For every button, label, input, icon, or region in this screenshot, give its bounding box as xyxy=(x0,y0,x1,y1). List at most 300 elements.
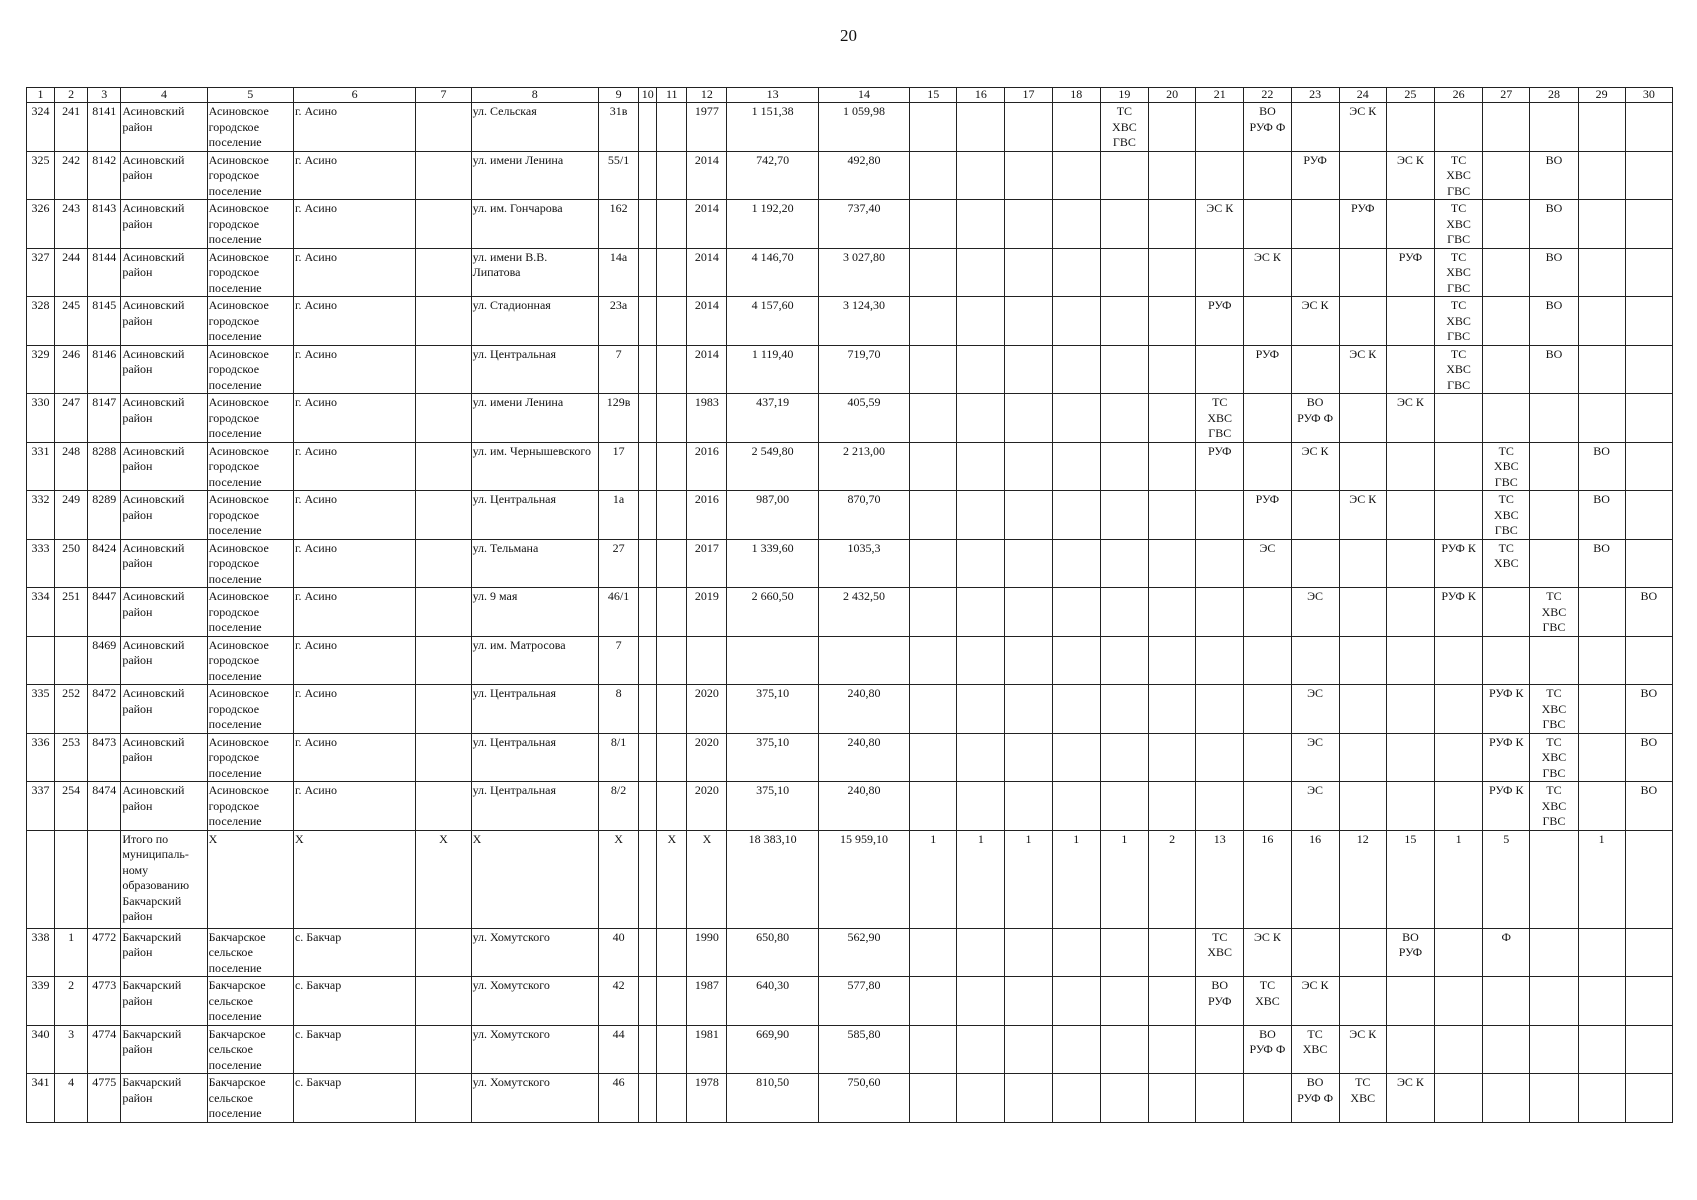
table-cell-col-19 xyxy=(1100,1025,1148,1074)
table-cell-col-13: 1 151,38 xyxy=(727,103,818,152)
table-row xyxy=(27,1025,1673,1074)
column-header-3: 3 xyxy=(88,88,121,103)
table-cell-col-2: 250 xyxy=(55,539,88,588)
table-cell-col-30: ВО xyxy=(1625,588,1672,637)
table-cell-col-5: Асиновское городское поселение xyxy=(207,394,293,443)
column-header-9: 9 xyxy=(599,88,639,103)
table-cell-col-6: г. Асино xyxy=(293,491,415,540)
table-cell-col-19 xyxy=(1100,733,1148,782)
table-cell-col-8: ул. имени Ленина xyxy=(471,394,598,443)
table-cell-col-1: 329 xyxy=(27,345,55,394)
table-cell-col-22: ЭС К xyxy=(1244,248,1291,297)
table-row xyxy=(27,394,1673,443)
table-cell-col-8: ул. Хомутского xyxy=(471,977,598,1026)
table-cell-col-10 xyxy=(639,685,657,734)
table-cell-col-21 xyxy=(1196,1025,1244,1074)
table-cell-col-7 xyxy=(416,103,471,152)
table-cell-col-5: Бакчарское сельское поселение xyxy=(207,977,293,1026)
table-cell-col-13: 1 192,20 xyxy=(727,200,818,249)
table-cell-col-29 xyxy=(1578,345,1625,394)
table-row xyxy=(27,248,1673,297)
table-cell-col-30: ВО xyxy=(1625,782,1672,831)
table-cell-col-14: 2 432,50 xyxy=(818,588,909,637)
table-cell-col-18 xyxy=(1052,928,1100,977)
table-cell-col-6: с. Бакчар xyxy=(293,1025,415,1074)
table-cell-col-22 xyxy=(1244,636,1291,685)
table-row xyxy=(27,103,1673,152)
table-cell-col-9: 14а xyxy=(599,248,639,297)
table-cell-col-3: 8473 xyxy=(88,733,121,782)
table-cell-col-27 xyxy=(1483,345,1530,394)
table-cell-col-24: ТС ХВС xyxy=(1339,1074,1386,1123)
table-cell-col-30: ВО xyxy=(1625,733,1672,782)
table-cell-col-21 xyxy=(1196,733,1244,782)
table-cell-col-12: Х xyxy=(687,830,727,928)
table-cell-col-26: ТС ХВС ГВС xyxy=(1435,345,1483,394)
table-cell-col-17 xyxy=(1005,636,1052,685)
table-cell-col-20 xyxy=(1148,733,1195,782)
table-cell-col-5: Асиновское городское поселение xyxy=(207,491,293,540)
table-cell-col-2: 2 xyxy=(55,977,88,1026)
column-header-13: 13 xyxy=(727,88,818,103)
table-cell-col-15 xyxy=(910,685,957,734)
table-cell-col-21: ТС ХВС xyxy=(1196,928,1244,977)
table-cell-col-13: 640,30 xyxy=(727,977,818,1026)
table-cell-col-7 xyxy=(416,491,471,540)
table-cell-col-6: Х xyxy=(293,830,415,928)
table-cell-col-29 xyxy=(1578,200,1625,249)
table-cell-col-16 xyxy=(957,588,1005,637)
table-cell-col-2: 249 xyxy=(55,491,88,540)
table-cell-col-18: 1 xyxy=(1052,830,1100,928)
table-cell-col-18 xyxy=(1052,345,1100,394)
table-row xyxy=(27,733,1673,782)
table-cell-col-13: 375,10 xyxy=(727,733,818,782)
table-cell-col-9: Х xyxy=(599,830,639,928)
table-cell-col-7 xyxy=(416,928,471,977)
table-cell-col-21 xyxy=(1196,345,1244,394)
table-cell-col-11 xyxy=(657,248,687,297)
table-cell-col-12: 2020 xyxy=(687,782,727,831)
table-cell-col-26 xyxy=(1435,103,1483,152)
table-cell-col-27 xyxy=(1483,200,1530,249)
table-cell-col-2: 247 xyxy=(55,394,88,443)
table-cell-col-19 xyxy=(1100,1074,1148,1123)
table-cell-col-4: Асиновский район xyxy=(121,297,207,346)
table-cell-col-6: с. Бакчар xyxy=(293,977,415,1026)
table-cell-col-9: 23а xyxy=(599,297,639,346)
table-cell-col-12: 2014 xyxy=(687,151,727,200)
table-cell-col-27 xyxy=(1483,151,1530,200)
table-cell-col-12: 1983 xyxy=(687,394,727,443)
table-cell-col-2: 248 xyxy=(55,442,88,491)
table-cell-col-17 xyxy=(1005,248,1052,297)
table-cell-col-15 xyxy=(910,782,957,831)
table-cell-col-28 xyxy=(1530,103,1578,152)
table-cell-col-9: 31в xyxy=(599,103,639,152)
table-cell-col-5: Асиновское городское поселение xyxy=(207,685,293,734)
table-cell-col-16 xyxy=(957,200,1005,249)
table-cell-col-30 xyxy=(1625,830,1672,928)
column-header-5: 5 xyxy=(207,88,293,103)
table-cell-col-30 xyxy=(1625,977,1672,1026)
table-cell-col-11 xyxy=(657,1074,687,1123)
table-cell-col-13: 2 549,80 xyxy=(727,442,818,491)
table-cell-col-19 xyxy=(1100,394,1148,443)
column-header-16: 16 xyxy=(957,88,1005,103)
table-cell-col-19 xyxy=(1100,151,1148,200)
table-cell-col-21: ЭС К xyxy=(1196,200,1244,249)
table-cell-col-17 xyxy=(1005,588,1052,637)
table-cell-col-18 xyxy=(1052,248,1100,297)
table-cell-col-8: Х xyxy=(471,830,598,928)
table-cell-col-3: 4773 xyxy=(88,977,121,1026)
table-cell-col-9: 8/2 xyxy=(599,782,639,831)
table-cell-col-1: 325 xyxy=(27,151,55,200)
table-cell-col-4: Асиновский район xyxy=(121,248,207,297)
table-cell-col-22 xyxy=(1244,685,1291,734)
table-cell-col-4: Асиновский район xyxy=(121,200,207,249)
table-cell-col-28 xyxy=(1530,539,1578,588)
table-cell-col-10 xyxy=(639,928,657,977)
table-cell-col-27 xyxy=(1483,248,1530,297)
table-cell-col-11 xyxy=(657,782,687,831)
table-cell-col-8: ул. Стадионная xyxy=(471,297,598,346)
table-cell-col-4: Асиновский район xyxy=(121,733,207,782)
table-cell-col-15 xyxy=(910,442,957,491)
table-cell-col-12: 2016 xyxy=(687,491,727,540)
table-cell-col-12: 1978 xyxy=(687,1074,727,1123)
table-cell-col-22: ЭС xyxy=(1244,539,1291,588)
table-cell-col-26: ТС ХВС ГВС xyxy=(1435,297,1483,346)
table-cell-col-23 xyxy=(1291,200,1339,249)
table-cell-col-4: Бакчарский район xyxy=(121,1025,207,1074)
table-cell-col-14: 1035,3 xyxy=(818,539,909,588)
table-cell-col-24 xyxy=(1339,928,1386,977)
table-cell-col-15 xyxy=(910,103,957,152)
table-cell-col-17 xyxy=(1005,394,1052,443)
table-cell-col-22 xyxy=(1244,733,1291,782)
table-cell-col-27: ТС ХВС ГВС xyxy=(1483,442,1530,491)
table-cell-col-26: ТС ХВС ГВС xyxy=(1435,151,1483,200)
table-row xyxy=(27,539,1673,588)
table-cell-col-25: ЭС К xyxy=(1386,394,1434,443)
table-cell-col-5: Бакчарское сельское поселение xyxy=(207,1074,293,1123)
table-cell-col-6: г. Асино xyxy=(293,394,415,443)
table-cell-col-22 xyxy=(1244,394,1291,443)
table-cell-col-13: 375,10 xyxy=(727,782,818,831)
table-cell-col-26: РУФ К xyxy=(1435,539,1483,588)
table-cell-col-29: 1 xyxy=(1578,830,1625,928)
table-cell-col-10 xyxy=(639,539,657,588)
table-cell-col-1: 340 xyxy=(27,1025,55,1074)
table-cell-col-23: РУФ xyxy=(1291,151,1339,200)
table-cell-col-19 xyxy=(1100,588,1148,637)
table-cell-col-27: РУФ К xyxy=(1483,782,1530,831)
page-number: 20 xyxy=(840,26,857,45)
table-cell-col-23 xyxy=(1291,928,1339,977)
table-cell-col-18 xyxy=(1052,977,1100,1026)
table-cell-col-20 xyxy=(1148,345,1195,394)
column-header-28: 28 xyxy=(1530,88,1578,103)
column-header-29: 29 xyxy=(1578,88,1625,103)
table-cell-col-3: 8144 xyxy=(88,248,121,297)
table-cell-col-29: ВО xyxy=(1578,442,1625,491)
table-cell-col-29 xyxy=(1578,151,1625,200)
table-cell-col-25: ВО РУФ xyxy=(1386,928,1434,977)
table-cell-col-12: 2020 xyxy=(687,733,727,782)
table-cell-col-18 xyxy=(1052,442,1100,491)
table-cell-col-14: 750,60 xyxy=(818,1074,909,1123)
table-cell-col-8: ул. Центральная xyxy=(471,345,598,394)
table-cell-col-5: Асиновское городское поселение xyxy=(207,200,293,249)
table-cell-col-10 xyxy=(639,103,657,152)
table-cell-col-7 xyxy=(416,685,471,734)
table-cell-col-7 xyxy=(416,636,471,685)
table-cell-col-18 xyxy=(1052,103,1100,152)
table-cell-col-6: г. Асино xyxy=(293,539,415,588)
table-cell-col-9: 8 xyxy=(599,685,639,734)
table-cell-col-18 xyxy=(1052,200,1100,249)
table-cell-col-21 xyxy=(1196,491,1244,540)
table-cell-col-13 xyxy=(727,636,818,685)
table-row xyxy=(27,782,1673,831)
table-cell-col-19 xyxy=(1100,297,1148,346)
table-cell-col-13: 810,50 xyxy=(727,1074,818,1123)
table-row xyxy=(27,151,1673,200)
table-cell-col-16 xyxy=(957,491,1005,540)
table-cell-col-24 xyxy=(1339,151,1386,200)
column-header-7: 7 xyxy=(416,88,471,103)
table-cell-col-6: с. Бакчар xyxy=(293,928,415,977)
table-cell-col-2: 252 xyxy=(55,685,88,734)
column-header-6: 6 xyxy=(293,88,415,103)
table-cell-col-23: ВО РУФ Ф xyxy=(1291,394,1339,443)
table-cell-col-14: 585,80 xyxy=(818,1025,909,1074)
table-cell-col-16 xyxy=(957,636,1005,685)
table-cell-col-30 xyxy=(1625,636,1672,685)
table-cell-col-4: Бакчарский район xyxy=(121,928,207,977)
table-cell-col-22: 16 xyxy=(1244,830,1291,928)
table-cell-col-2: 254 xyxy=(55,782,88,831)
table-cell-col-30 xyxy=(1625,151,1672,200)
table-cell-col-4: Бакчарский район xyxy=(121,1074,207,1123)
table-cell-col-14: 3 027,80 xyxy=(818,248,909,297)
table-cell-col-2: 1 xyxy=(55,928,88,977)
table-cell-col-25 xyxy=(1386,685,1434,734)
table-cell-col-25 xyxy=(1386,539,1434,588)
table-cell-col-11 xyxy=(657,491,687,540)
table-cell-col-16 xyxy=(957,297,1005,346)
column-header-2: 2 xyxy=(55,88,88,103)
table-cell-col-12: 1987 xyxy=(687,977,727,1026)
table-cell-col-2: 242 xyxy=(55,151,88,200)
header-row xyxy=(27,88,1673,103)
table-cell-col-17 xyxy=(1005,103,1052,152)
table-cell-col-24: РУФ xyxy=(1339,200,1386,249)
table-cell-col-19 xyxy=(1100,539,1148,588)
table-cell-col-4: Асиновский район xyxy=(121,539,207,588)
table-cell-col-10 xyxy=(639,297,657,346)
table-cell-col-11 xyxy=(657,539,687,588)
table-cell-col-27: Ф xyxy=(1483,928,1530,977)
table-cell-col-18 xyxy=(1052,1074,1100,1123)
table-cell-col-17: 1 xyxy=(1005,830,1052,928)
table-cell-col-16 xyxy=(957,733,1005,782)
table-cell-col-26 xyxy=(1435,685,1483,734)
table-cell-col-14: 1 059,98 xyxy=(818,103,909,152)
table-cell-col-9: 17 xyxy=(599,442,639,491)
table-cell-col-4: Асиновский район xyxy=(121,782,207,831)
table-cell-col-30 xyxy=(1625,928,1672,977)
table-cell-col-13: 650,80 xyxy=(727,928,818,977)
table-cell-col-5: Асиновское городское поселение xyxy=(207,442,293,491)
table-cell-col-2: 245 xyxy=(55,297,88,346)
table-cell-col-17 xyxy=(1005,782,1052,831)
table-cell-col-27: РУФ К xyxy=(1483,733,1530,782)
table-cell-col-26 xyxy=(1435,977,1483,1026)
table-cell-col-5: Асиновское городское поселение xyxy=(207,733,293,782)
table-cell-col-8: ул. 9 мая xyxy=(471,588,598,637)
table-cell-col-14: 719,70 xyxy=(818,345,909,394)
table-cell-col-4: Итого по муниципаль-ному образованию Бакчарский район xyxy=(121,830,207,928)
table-cell-col-23: 16 xyxy=(1291,830,1339,928)
table-cell-col-14: 3 124,30 xyxy=(818,297,909,346)
column-header-14: 14 xyxy=(818,88,909,103)
table-cell-col-19 xyxy=(1100,636,1148,685)
table-cell-col-27 xyxy=(1483,297,1530,346)
table-cell-col-28 xyxy=(1530,1025,1578,1074)
table-cell-col-19 xyxy=(1100,345,1148,394)
table-cell-col-24 xyxy=(1339,394,1386,443)
table-cell-col-24 xyxy=(1339,685,1386,734)
table-cell-col-11 xyxy=(657,636,687,685)
table-cell-col-6: г. Асино xyxy=(293,103,415,152)
table-cell-col-21: 13 xyxy=(1196,830,1244,928)
table-row xyxy=(27,928,1673,977)
table-cell-col-17 xyxy=(1005,685,1052,734)
table-cell-col-2: 241 xyxy=(55,103,88,152)
table-cell-col-3: 8474 xyxy=(88,782,121,831)
table-cell-col-25 xyxy=(1386,636,1434,685)
table-cell-col-22 xyxy=(1244,200,1291,249)
table-cell-col-30 xyxy=(1625,1074,1672,1123)
table-cell-col-11 xyxy=(657,442,687,491)
table-cell-col-16 xyxy=(957,103,1005,152)
table-cell-col-29 xyxy=(1578,588,1625,637)
table-cell-col-16 xyxy=(957,394,1005,443)
table-cell-col-18 xyxy=(1052,733,1100,782)
table-cell-col-17 xyxy=(1005,151,1052,200)
table-cell-col-21: ВО РУФ xyxy=(1196,977,1244,1026)
table-cell-col-4: Асиновский район xyxy=(121,345,207,394)
table-cell-col-28: ТС ХВС ГВС xyxy=(1530,733,1578,782)
table-cell-col-28: ВО xyxy=(1530,345,1578,394)
table-body xyxy=(27,103,1673,1123)
column-header-21: 21 xyxy=(1196,88,1244,103)
table-cell-col-4: Асиновский район xyxy=(121,588,207,637)
table-cell-col-24: ЭС К xyxy=(1339,103,1386,152)
table-cell-col-26: ТС ХВС ГВС xyxy=(1435,248,1483,297)
table-cell-col-18 xyxy=(1052,394,1100,443)
table-cell-col-28: ТС ХВС ГВС xyxy=(1530,685,1578,734)
table-cell-col-10 xyxy=(639,1074,657,1123)
table-cell-col-19 xyxy=(1100,491,1148,540)
table-cell-col-3: 8146 xyxy=(88,345,121,394)
table-cell-col-30 xyxy=(1625,103,1672,152)
table-cell-col-10 xyxy=(639,491,657,540)
table-cell-col-4: Асиновский район xyxy=(121,103,207,152)
table-cell-col-16 xyxy=(957,151,1005,200)
table-cell-col-23: ВО РУФ Ф xyxy=(1291,1074,1339,1123)
column-header-18: 18 xyxy=(1052,88,1100,103)
table-cell-col-9: 8/1 xyxy=(599,733,639,782)
table-cell-col-20 xyxy=(1148,782,1195,831)
table-cell-col-17 xyxy=(1005,200,1052,249)
table-row xyxy=(27,297,1673,346)
table-cell-col-28 xyxy=(1530,830,1578,928)
table-cell-col-6: г. Асино xyxy=(293,297,415,346)
column-header-10: 10 xyxy=(639,88,657,103)
table-cell-col-15 xyxy=(910,394,957,443)
table-cell-col-17 xyxy=(1005,733,1052,782)
table-cell-col-18 xyxy=(1052,151,1100,200)
table-cell-col-9: 27 xyxy=(599,539,639,588)
table-cell-col-6: г. Асино xyxy=(293,345,415,394)
table-cell-col-20 xyxy=(1148,636,1195,685)
table-cell-col-13: 669,90 xyxy=(727,1025,818,1074)
table-cell-col-8: ул. Хомутского xyxy=(471,928,598,977)
table-cell-col-20 xyxy=(1148,1074,1195,1123)
table-cell-col-12: 1981 xyxy=(687,1025,727,1074)
table-cell-col-8: ул. Сельская xyxy=(471,103,598,152)
table-cell-col-30 xyxy=(1625,345,1672,394)
table-cell-col-5: Асиновское городское поселение xyxy=(207,297,293,346)
table-cell-col-1: 330 xyxy=(27,394,55,443)
table-cell-col-26: ТС ХВС ГВС xyxy=(1435,200,1483,249)
table-cell-col-3: 8145 xyxy=(88,297,121,346)
table-cell-col-7 xyxy=(416,200,471,249)
table-cell-col-28 xyxy=(1530,636,1578,685)
table-cell-col-21: ТС ХВС ГВС xyxy=(1196,394,1244,443)
column-header-17: 17 xyxy=(1005,88,1052,103)
table-cell-col-10 xyxy=(639,830,657,928)
table-cell-col-2: 251 xyxy=(55,588,88,637)
table-cell-col-20 xyxy=(1148,297,1195,346)
table-cell-col-5: Бакчарское сельское поселение xyxy=(207,928,293,977)
table-cell-col-12: 2014 xyxy=(687,345,727,394)
table-cell-col-19 xyxy=(1100,200,1148,249)
table-cell-col-30: ВО xyxy=(1625,685,1672,734)
table-cell-col-23: ЭС xyxy=(1291,782,1339,831)
table-row xyxy=(27,636,1673,685)
table-cell-col-6: г. Асино xyxy=(293,151,415,200)
table-cell-col-19: ТС ХВС ГВС xyxy=(1100,103,1148,152)
table-cell-col-26 xyxy=(1435,442,1483,491)
table-cell-col-29 xyxy=(1578,782,1625,831)
table-cell-col-11: Х xyxy=(657,830,687,928)
table-cell-col-15 xyxy=(910,1025,957,1074)
table-cell-col-6: г. Асино xyxy=(293,442,415,491)
table-cell-col-13: 437,19 xyxy=(727,394,818,443)
table-cell-col-22: ТС ХВС xyxy=(1244,977,1291,1026)
table-cell-col-1: 332 xyxy=(27,491,55,540)
table-cell-col-14: 562,90 xyxy=(818,928,909,977)
table-cell-col-3: 8141 xyxy=(88,103,121,152)
table-cell-col-9: 46 xyxy=(599,1074,639,1123)
table-cell-col-25: 15 xyxy=(1386,830,1434,928)
table-cell-col-17 xyxy=(1005,977,1052,1026)
